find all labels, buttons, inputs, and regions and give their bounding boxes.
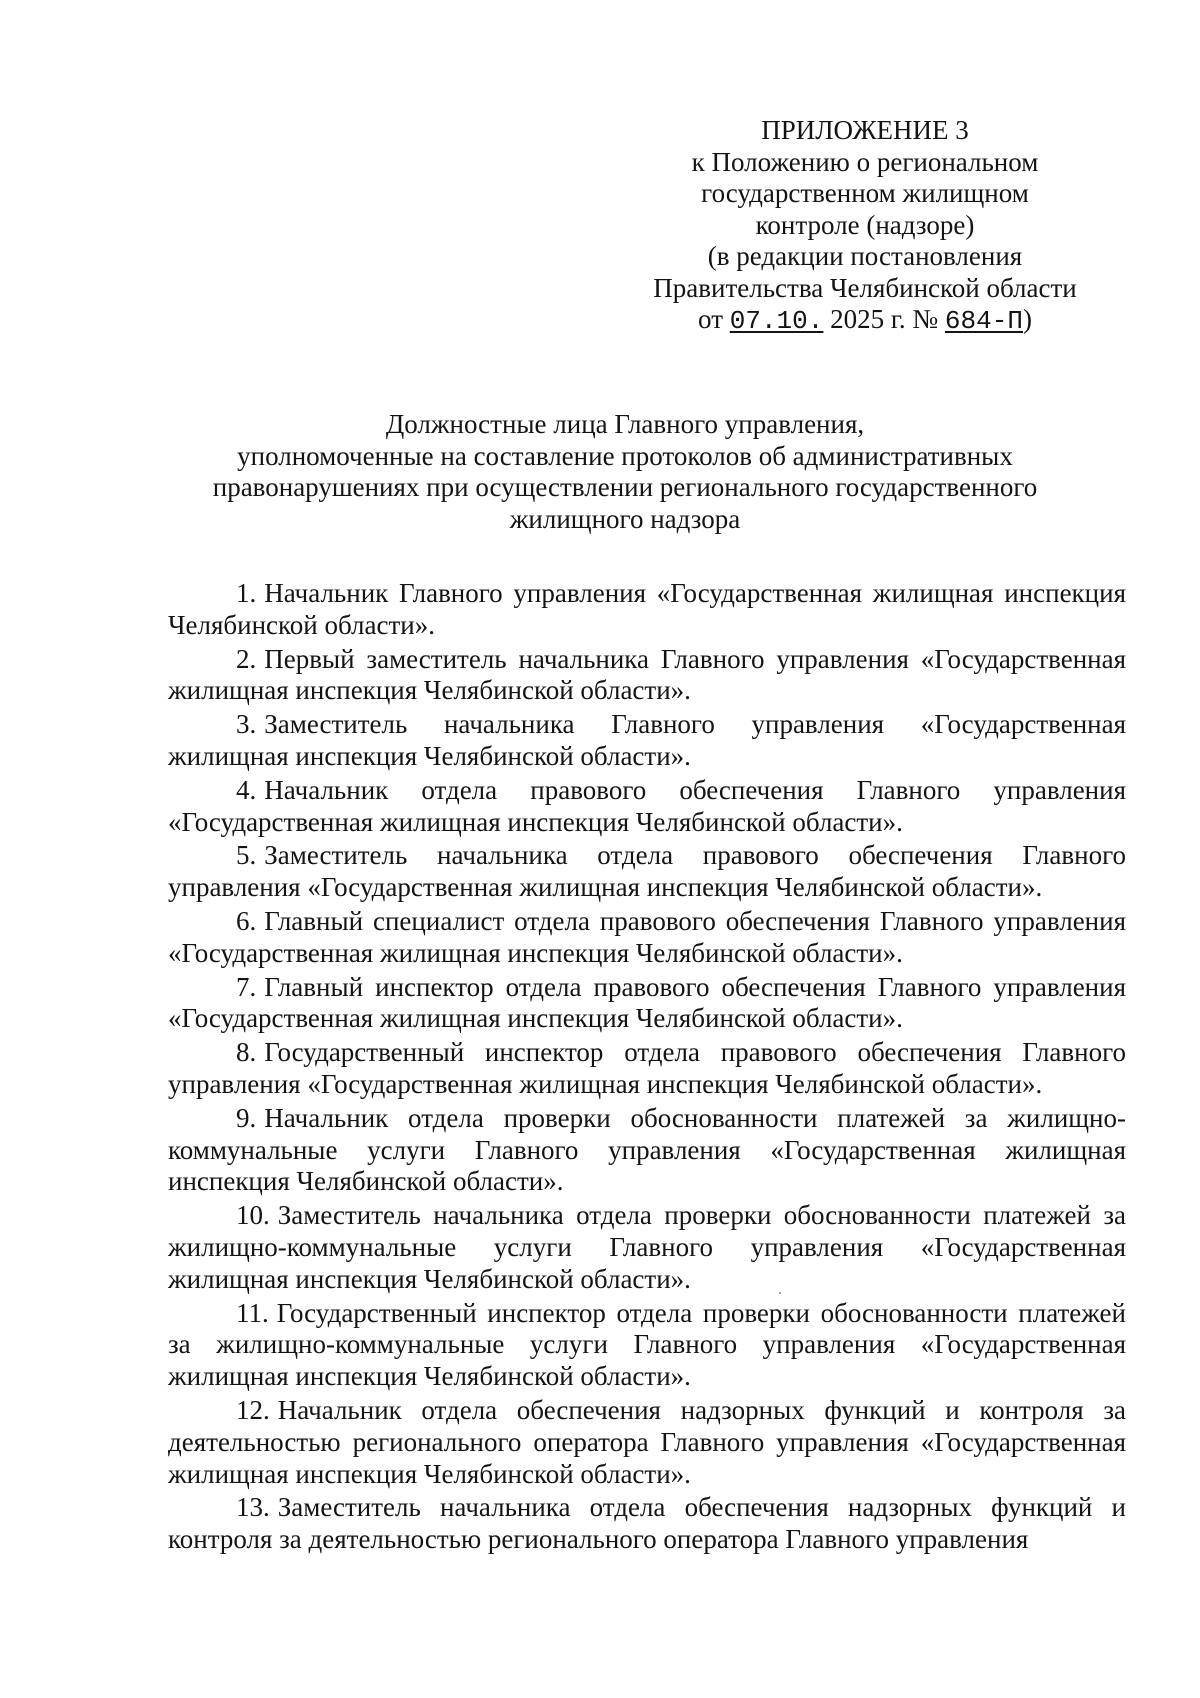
annex-line: контроле (надзоре) bbox=[755, 209, 975, 240]
item-text: Главный специалист отдела правового обеспечения Главного управления «Государственная жилищная инспекция Челябинской области». bbox=[168, 905, 1126, 968]
list-item bbox=[168, 840, 1126, 904]
item-number: 3. bbox=[236, 709, 257, 740]
list-item bbox=[168, 775, 1126, 839]
officials-list bbox=[168, 578, 1126, 1558]
heading-line: правонарушениях при осуществлении регионального государственного bbox=[212, 472, 1038, 502]
item-number: 7. bbox=[236, 971, 257, 1002]
item-text: Заместитель начальника Главного управления «Государственная жилищная инспекция Челябинской области». bbox=[168, 709, 1126, 771]
list-item bbox=[168, 1492, 1126, 1556]
closing-paren: ) bbox=[1022, 304, 1032, 334]
item-text: Государственный инспектор отдела правового обеспечения Главного управления «Государственная жилищная инспекция Челябинской области». bbox=[168, 1037, 1126, 1099]
annex-date-line bbox=[620, 304, 1110, 338]
scan-speck bbox=[779, 1292, 781, 1294]
item-number: 1. bbox=[236, 578, 257, 608]
annex-line: к Положению о региональном bbox=[691, 146, 1039, 177]
list-item bbox=[168, 1200, 1126, 1295]
item-text: Главный инспектор отдела правового обеспечения Главного управления «Государственная жилищная инспекция Челябинской области». bbox=[168, 971, 1126, 1034]
item-number: 4. bbox=[236, 774, 257, 805]
heading-line: уполномоченные на составление протоколов об административных bbox=[237, 440, 1013, 471]
item-text: Начальник отдела правового обеспечения Главного управления «Государственная жилищная инспекция Челябинской области». bbox=[168, 774, 1126, 837]
document-heading bbox=[165, 409, 1085, 535]
heading-line: жилищного надзора bbox=[509, 503, 741, 534]
annex-title: ПРИЛОЖЕНИЕ 3 bbox=[761, 115, 969, 145]
handwritten-date: 07.10. bbox=[729, 306, 824, 336]
item-text: Государственный инспектор отдела проверки обоснованности платежей за жилищно-коммунальные услуги Главного управления «Государственная жилищная инспекция Челябинской области». bbox=[168, 1297, 1126, 1392]
item-number: 9. bbox=[236, 1102, 257, 1133]
item-number: 6. bbox=[236, 905, 257, 936]
date-year: 2025 г. № bbox=[823, 304, 945, 334]
item-number: 11. bbox=[236, 1297, 269, 1328]
list-item bbox=[168, 1298, 1126, 1393]
annex-line: государственном жилищном bbox=[701, 178, 1029, 208]
annex-line: (в редакции постановления bbox=[707, 241, 1023, 271]
annex-header bbox=[620, 115, 1110, 338]
list-item bbox=[168, 972, 1126, 1036]
annex-line: Правительства Челябинской области bbox=[653, 272, 1077, 303]
date-prefix: от bbox=[698, 304, 730, 334]
item-text: Начальник отдела проверки обоснованности платежей за жилищно-коммунальные услуги Главного управления «Государственная жилищная инспекция Челябинской области». bbox=[168, 1102, 1126, 1197]
item-text: Начальник отдела обеспечения надзорных функций и контроля за деятельностью регионального оператора Главного управления «Государственная жилищная инспекция Челябинской области». bbox=[168, 1394, 1126, 1489]
item-number: 2. bbox=[236, 643, 257, 674]
item-number: 13. bbox=[236, 1492, 270, 1523]
handwritten-number: 684-П bbox=[944, 306, 1023, 336]
list-item bbox=[168, 1103, 1126, 1198]
item-text: Заместитель начальника отдела правового обеспечения Главного управления «Государственная жилищная инспекция Челябинской области». bbox=[168, 840, 1126, 903]
list-item bbox=[168, 644, 1126, 708]
item-text: Первый заместитель начальника Главного управления «Государственная жилищная инспекция Челябинской области». bbox=[168, 643, 1126, 706]
list-item bbox=[168, 906, 1126, 970]
list-item bbox=[168, 709, 1126, 773]
item-number: 10. bbox=[236, 1200, 270, 1231]
item-text: Заместитель начальника отдела проверки обоснованности платежей за жилищно-коммунальные услуги Главного управления «Государственная жилищная инспекция Челябинской области». bbox=[168, 1200, 1126, 1294]
list-item bbox=[168, 1037, 1126, 1101]
item-number: 5. bbox=[236, 840, 257, 871]
item-number: 12. bbox=[236, 1394, 270, 1425]
heading-line: Должностные лица Главного управления, bbox=[385, 409, 865, 439]
list-item bbox=[168, 1395, 1126, 1490]
item-text: Заместитель начальника отдела обеспечения надзорных функций и контроля за деятельностью регионального оператора Главного управления bbox=[168, 1492, 1126, 1555]
list-item bbox=[168, 578, 1126, 642]
item-text: Начальник Главного управления «Государственная жилищная инспекция Челябинской области». bbox=[168, 578, 1126, 640]
item-number: 8. bbox=[236, 1037, 257, 1068]
